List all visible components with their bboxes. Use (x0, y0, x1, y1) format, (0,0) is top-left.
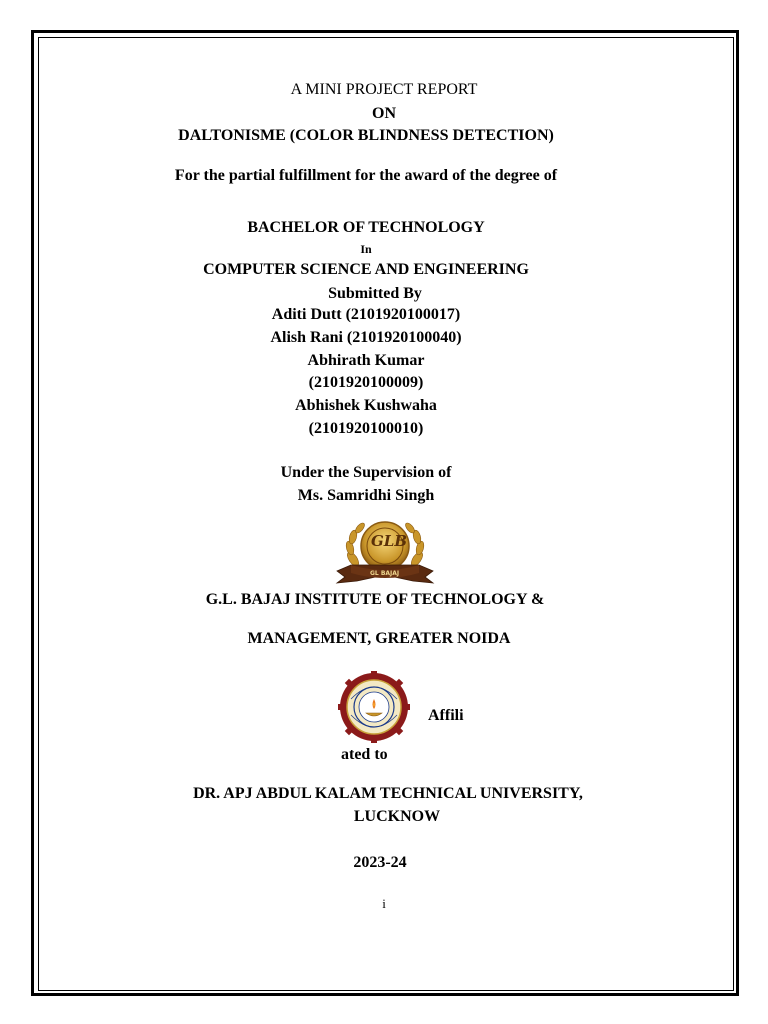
affiliation-text-part2: ated to (341, 746, 388, 763)
student-entry: (2101920100009) (308, 374, 424, 391)
aktu-logo (333, 671, 415, 743)
student-entry: Abhirath Kumar (307, 352, 425, 369)
academic-session: 2023-24 (353, 854, 407, 871)
affiliation-text-part1: Affili (428, 707, 464, 724)
submitted-by-label: Submitted By (328, 285, 422, 302)
page-number: i (382, 896, 386, 911)
student-entry: Alish Rani (2101920100040) (270, 329, 462, 346)
student-entry: (2101920100010) (308, 420, 424, 437)
degree-in: In (360, 242, 372, 256)
university-name-line1: DR. APJ ABDUL KALAM TECHNICAL UNIVERSITY, (193, 785, 583, 802)
branch-name: COMPUTER SCIENCE AND ENGINEERING (203, 261, 529, 278)
degree-name: BACHELOR OF TECHNOLOGY (247, 219, 485, 236)
student-entry: Abhishek Kushwaha (295, 397, 437, 414)
glbajaj-monogram: GLB (371, 532, 408, 550)
glbajaj-ribbon-text: GL BAJAJ (370, 570, 400, 577)
project-title: DALTONISME (COLOR BLINDNESS DETECTION) (178, 127, 554, 144)
institute-name-line2: MANAGEMENT, GREATER NOIDA (247, 630, 511, 647)
report-on-line: ON (372, 105, 396, 122)
student-entry: Aditi Dutt (2101920100017) (271, 306, 461, 323)
aktu-gear-seal-icon (333, 671, 415, 743)
university-name-line2: LUCKNOW (353, 808, 441, 825)
glbajaj-logo (333, 515, 437, 585)
institute-name-line1: G.L. BAJAJ INSTITUTE OF TECHNOLOGY & (205, 591, 545, 608)
fulfillment-text: For the partial fulfillment for the award of the degree of (174, 167, 558, 184)
supervision-label: Under the Supervision of (280, 464, 452, 481)
supervisor-name: Ms. Samridhi Singh (297, 487, 435, 504)
report-type-line: A MINI PROJECT REPORT (290, 81, 478, 98)
